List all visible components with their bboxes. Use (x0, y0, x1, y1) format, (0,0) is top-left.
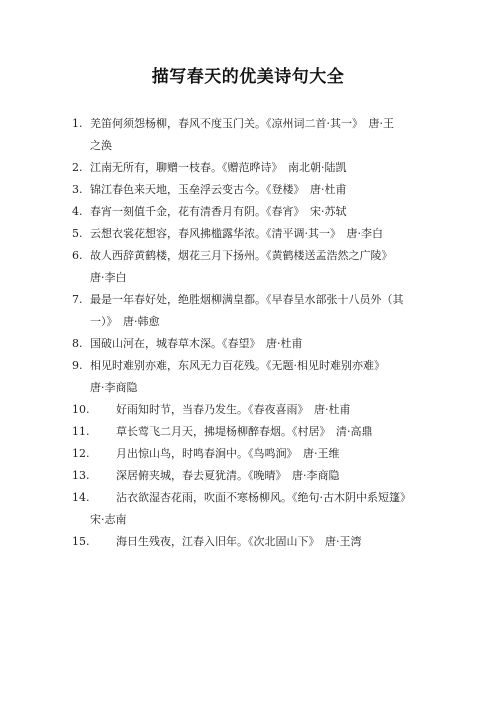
poem-line: 春宵一刻值千金，花有清香月有阴。《春宵》 宋·苏轼 (90, 205, 347, 218)
list-item: 14. 沾衣欲湿杏花雨，吹面不寒杨柳风。《绝句·古木阴中系短篷》 宋·志南 (90, 487, 430, 531)
list-item: 1. 羌笛何须怨杨柳，春风不度玉门关。《凉州词二首·其一》 唐·王 之涣 (90, 113, 430, 157)
poem-line: 云想衣裳花想容，春风拂槛露华浓。《清平调·其一》 唐·李白 (90, 227, 383, 240)
poem-line: 沾衣欲湿杏花雨，吹面不寒杨柳风。《绝句·古木阴中系短篷》 (116, 491, 411, 504)
list-item: 3. 锦江春色来天地，玉垒浮云变古今。《登楼》 唐·杜甫 (72, 183, 347, 196)
poem-line: 海日生残夜，江春入旧年。《次北固山下》 唐·王湾 (116, 535, 362, 548)
list-item: 13. 深居俯夹城，春去夏犹清。《晚晴》 唐·李商隐 (72, 469, 340, 482)
poem-line: 锦江春色来天地，玉垒浮云变古今。《登楼》 唐·杜甫 (90, 183, 347, 196)
list-item: 8. 国破山河在，城春草木深。《春望》 唐·杜甫 (72, 337, 303, 350)
list-item: 15. 海日生残夜，江春入旧年。《次北固山下》 唐·王湾 (72, 535, 362, 548)
poem-line: 国破山河在，城春草木深。《春望》 唐·杜甫 (90, 337, 303, 350)
poem-attribution: 之涣 (90, 139, 112, 152)
poem-line: 深居俯夹城，春去夏犹清。《晚晴》 唐·李商隐 (116, 469, 340, 482)
poem-attribution: 唐·李白 (90, 271, 127, 284)
poem-line: 好雨知时节，当春乃发生。《春夜喜雨》 唐·杜甫 (116, 403, 351, 416)
poem-line: 最是一年春好处，绝胜烟柳满皇都。《早春呈水部张十八员外（其 (90, 293, 404, 306)
list-item: 5. 云想衣裳花想容，春风拂槛露华浓。《清平调·其一》 唐·李白 (72, 227, 383, 240)
poem-list (72, 113, 430, 553)
poem-line: 故人西辞黄鹤楼，烟花三月下扬州。《黄鹤楼送孟浩然之广陵》 (90, 249, 393, 262)
list-item: 9. 相见时难别亦难，东风无力百花残。《无题·相见时难别亦难》 唐·李商隐 (90, 355, 430, 399)
document-title: 描写春天的优美诗句大全 (151, 67, 345, 87)
list-item: 11. 草长莺飞二月天，拂堤杨柳醉春烟。《村居》 清·高鼎 (72, 425, 373, 438)
poem-attribution: 唐·李商隐 (90, 381, 138, 394)
list-item: 12. 月出惊山鸟，时鸣春涧中。《鸟鸣涧》 唐·王维 (72, 447, 340, 460)
poem-attribution: 一）》 唐·韩愈 (90, 315, 160, 328)
poem-line: 江南无所有，聊赠一枝春。《赠范晔诗》 南北朝·陆凯 (90, 161, 347, 174)
poem-line: 羌笛何须怨杨柳，春风不度玉门关。《凉州词二首·其一》 唐·王 (90, 117, 394, 130)
poem-line: 草长莺飞二月天，拂堤杨柳醉春烟。《村居》 清·高鼎 (116, 425, 373, 438)
list-item: 7. 最是一年春好处，绝胜烟柳满皇都。《早春呈水部张十八员外（其 一）》 唐·韩愈 (90, 289, 430, 333)
poem-line: 月出惊山鸟，时鸣春涧中。《鸟鸣涧》 唐·王维 (116, 447, 340, 460)
list-item: 4. 春宵一刻值千金，花有清香月有阴。《春宵》 宋·苏轼 (72, 205, 347, 218)
poem-attribution: 宋·志南 (90, 513, 127, 526)
poem-line: 相见时难别亦难，东风无力百花残。《无题·相见时难别亦难》 (90, 359, 385, 372)
list-item: 10. 好雨知时节，当春乃发生。《春夜喜雨》 唐·杜甫 (72, 403, 351, 416)
list-item: 2. 江南无所有，聊赠一枝春。《赠范晔诗》 南北朝·陆凯 (72, 161, 347, 174)
list-item: 6. 故人西辞黄鹤楼，烟花三月下扬州。《黄鹤楼送孟浩然之广陵》 唐·李白 (90, 245, 430, 289)
